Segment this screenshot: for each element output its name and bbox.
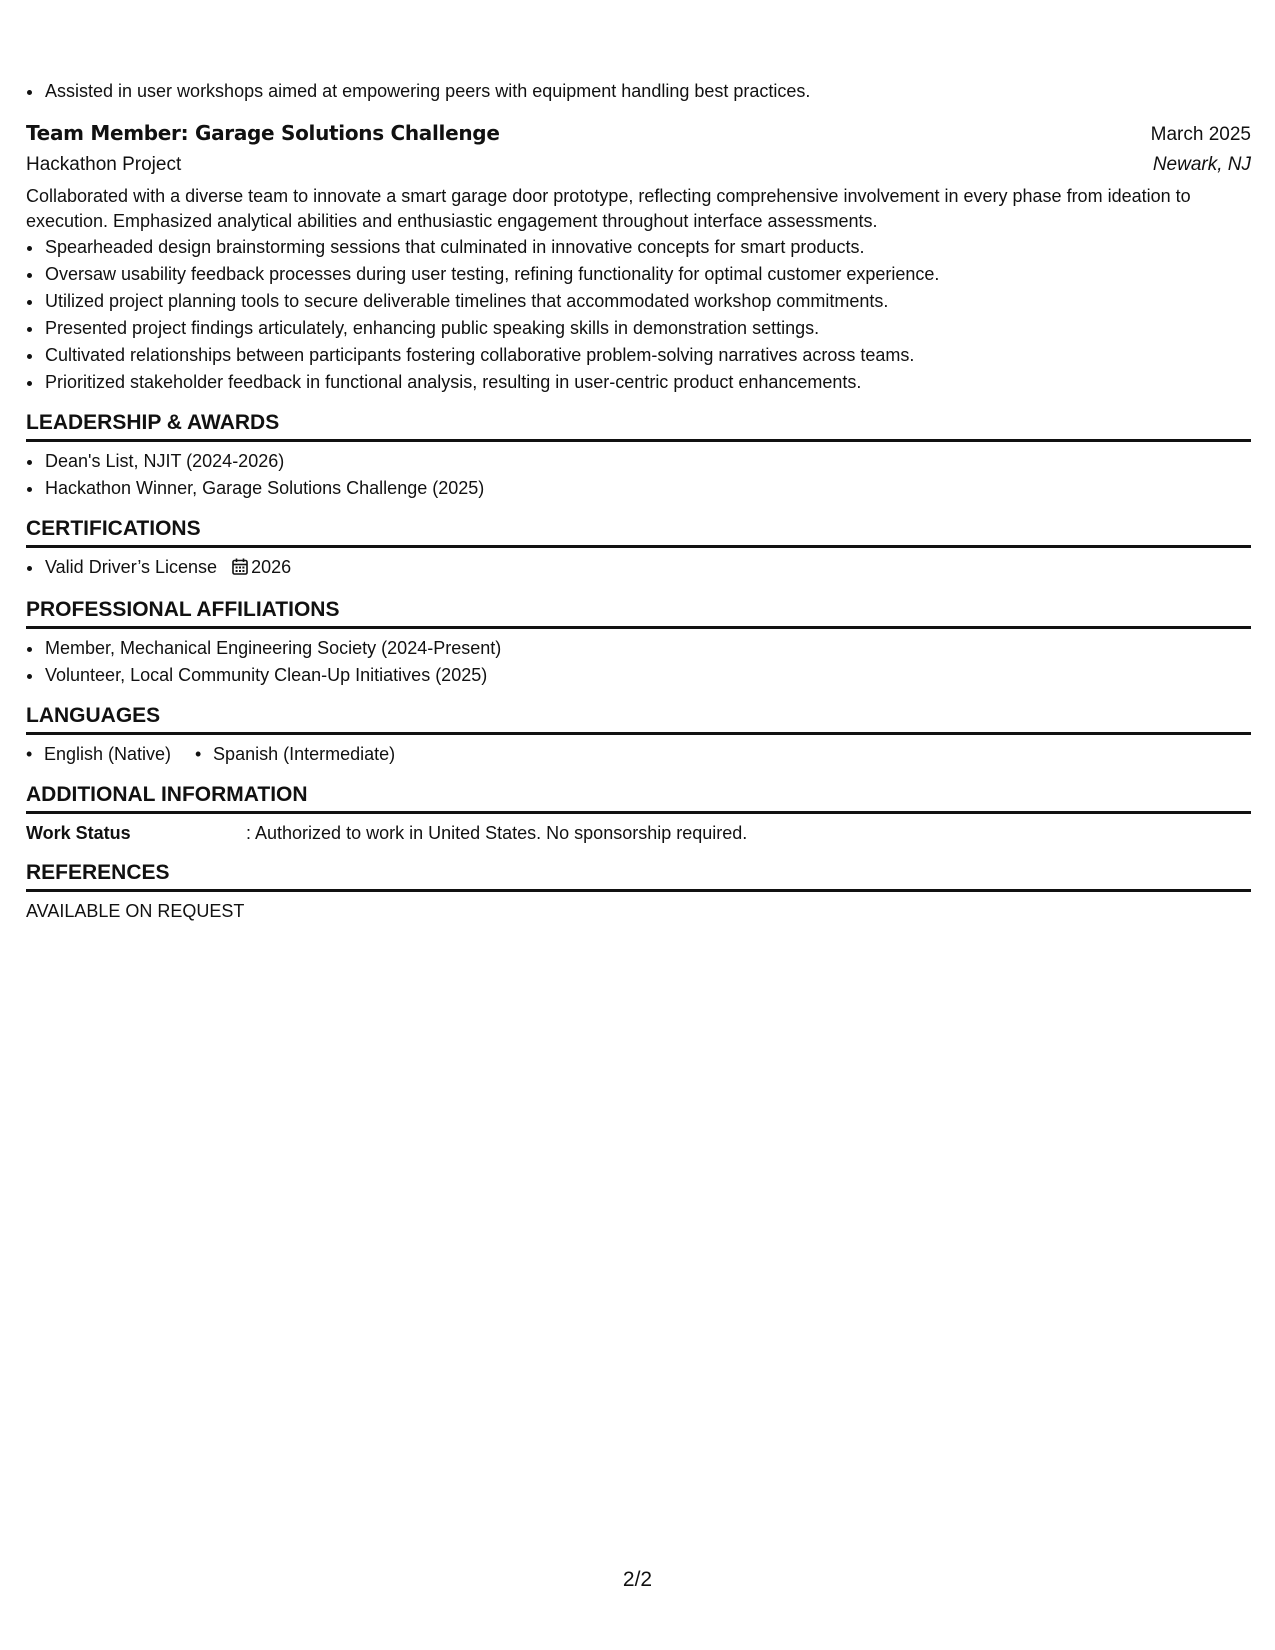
list-item: • Dean's List, NJIT (2024-2026) [44, 448, 1251, 475]
role-header [26, 118, 1251, 150]
languages-section [26, 702, 1251, 768]
section-heading: LEADERSHIP & AWARDS [26, 409, 1251, 442]
certification-year: 2026 [251, 557, 292, 577]
list-item: • Oversaw usability feedback processes during user testing, refining functionality for optimal customer experience. [44, 261, 1251, 288]
section-heading: CERTIFICATIONS [26, 515, 1251, 548]
list-item: • Cultivated relationships between participants fostering collaborative problem-solving narratives across teams. [44, 342, 1251, 369]
role-bullets [26, 234, 1251, 396]
work-status-row [26, 820, 1251, 846]
references-text: AVAILABLE ON REQUEST [26, 901, 245, 921]
resume-page [26, 78, 1251, 925]
page-number: 2/2 [622, 1568, 653, 1591]
list-item: • Spanish (Intermediate) [195, 741, 395, 768]
affiliations-section [26, 596, 1251, 689]
list-item: • Assisted in user workshops aimed at empowering peers with equipment handling best practices. [44, 78, 1251, 105]
role-organization: Hackathon Project [26, 154, 182, 175]
work-status-label: Work Status [26, 823, 131, 843]
additional-info-section [26, 781, 1251, 846]
previous-role-bullets [26, 78, 1251, 105]
role-description: Collaborated with a diverse team to innovate a smart garage door prototype, reflecting comprehensive involvement in every phase from ideation to execution. Emphasized analytical abilities and enthusiastic engagement throughout interface assessments. [26, 186, 1191, 231]
work-status-value: : Authorized to work in United States. No sponsorship required. [246, 823, 748, 843]
list-item: • Spearheaded design brainstorming sessions that culminated in innovative concepts for smart products. [44, 234, 1251, 261]
list-item: • Presented project findings articulately, enhancing public speaking skills in demonstration settings. [44, 315, 1251, 342]
calendar-icon [232, 556, 248, 583]
list-item: • English (Native) [26, 741, 171, 768]
leadership-section [26, 409, 1251, 502]
list-item [44, 554, 1251, 583]
certifications-section [26, 515, 1251, 583]
list-item: • Hackathon Winner, Garage Solutions Challenge (2025) [44, 475, 1251, 502]
role-subheader [26, 150, 1251, 180]
list-item: • Prioritized stakeholder feedback in functional analysis, resulting in user-centric product enhancements. [44, 369, 1251, 396]
list-item: • Member, Mechanical Engineering Society (2024-Present) [44, 635, 1251, 662]
references-section [26, 859, 1251, 925]
experience-entry [26, 118, 1251, 396]
certification-name: Valid Driver’s License [45, 557, 218, 577]
section-heading: PROFESSIONAL AFFILIATIONS [26, 596, 1251, 629]
role-title: Team Member: Garage Solutions Challenge [26, 121, 500, 145]
list-item: • Utilized project planning tools to secure deliverable timelines that accommodated workshop commitments. [44, 288, 1251, 315]
list-item: • Volunteer, Local Community Clean-Up Initiatives (2025) [44, 662, 1251, 689]
section-heading: LANGUAGES [26, 702, 1251, 735]
certifications-list [26, 554, 1251, 583]
section-heading: ADDITIONAL INFORMATION [26, 781, 1251, 814]
section-heading: REFERENCES [26, 859, 1251, 892]
leadership-list [26, 448, 1251, 502]
affiliations-list [26, 635, 1251, 689]
languages-list [26, 741, 1251, 768]
role-date: March 2025 [1150, 124, 1251, 145]
role-location: Newark, NJ [1152, 154, 1251, 175]
